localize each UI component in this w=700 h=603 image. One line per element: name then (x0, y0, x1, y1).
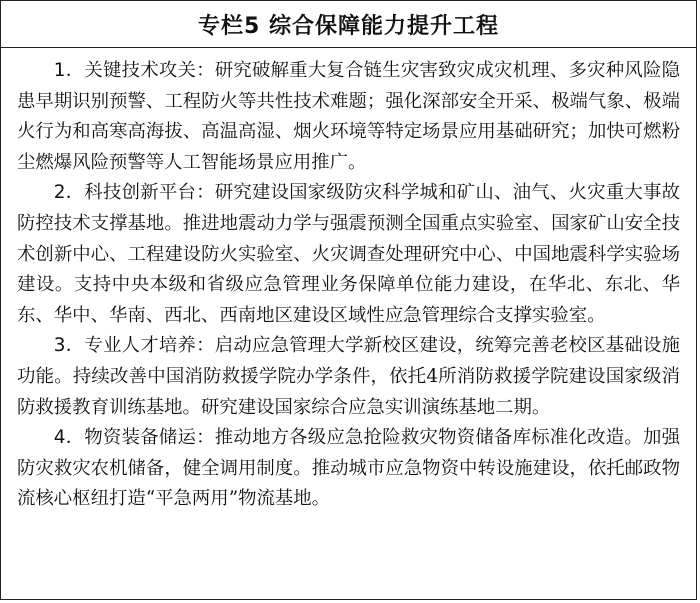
section-talent-training (17, 331, 680, 423)
section-key-tech (17, 56, 680, 178)
section-text: 研究破解重大复合链生灾害致灾成灾机理、多灾种风险隐患早期识别预警、工程防火等共性技术难题；强化深部安全开采、极端气象、极端火行为和高寒高海拔、高温高湿、烟火环境等特定场景应用基础研究；加快可燃粉尘燃爆风险预警等人工智能场景应用推广。 (17, 60, 680, 173)
box-content (1, 48, 696, 515)
section-innovation-platform (17, 178, 680, 331)
section-label: 1．关键技术攻关： (53, 60, 215, 81)
box-title: 专栏5 综合保障能力提升工程 (198, 13, 499, 39)
section-text: 研究建设国家级防灾科学城和矿山、油气、火灾重大事故防控技术支撑基地。推进地震动力学与强震预测全国重点实验室、国家矿山安全技术创新中心、工程建设防火实验室、火灾调查处理研究中心、中国地震科学实验场建设。支持中央本级和省级应急管理业务保障单位能力建设，在华北、东北、华东、华中、华南、西北、西南地区建设区域性应急管理综合支撑实验室。 (17, 182, 680, 326)
title-bar (1, 1, 696, 48)
section-material-storage (17, 423, 680, 515)
section-label: 4．物资装备储运： (53, 427, 215, 449)
section-label: 3．专业人才培养： (53, 335, 215, 357)
section-label: 2．科技创新平台： (53, 182, 215, 204)
section-text: 推动地方各级应急抢险救灾物资储备库标准化改造。加强防灾救灾农机储备，健全调用制度。推动城市应急物资中转设施建设，依托邮政物流核心枢纽打造“平急两用”物流基地。 (17, 427, 680, 510)
section-text: 启动应急管理大学新校区建设，统筹完善老校区基础设施功能。持续改善中国消防救援学院办学条件，依托4所消防救援学院建设国家级消防救援教育训练基地。研究建设国家综合应急实训演练基地二期。 (17, 335, 680, 418)
